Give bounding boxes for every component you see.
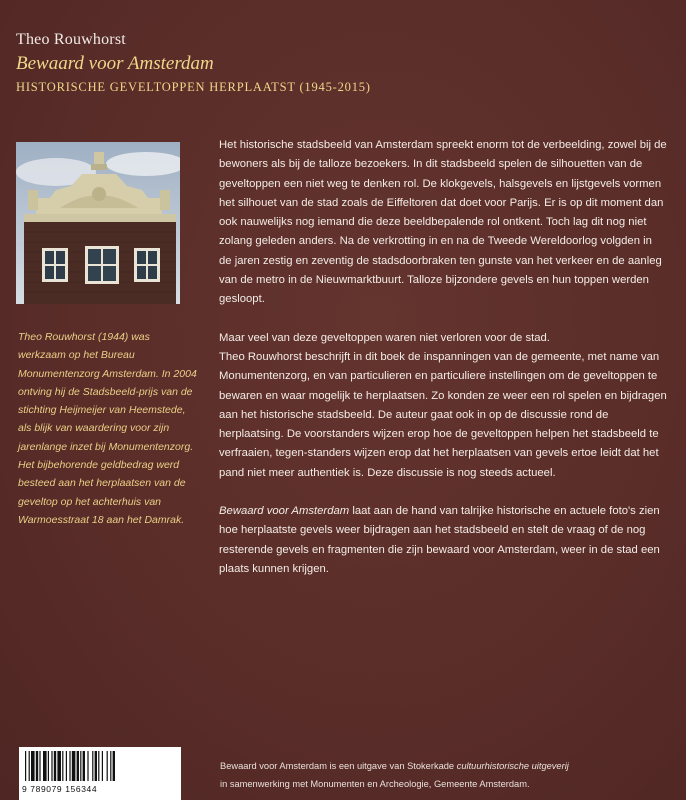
- gable-photo: [16, 142, 180, 304]
- barcode-bar: [31, 751, 35, 781]
- barcode-bar: [62, 751, 63, 781]
- footer-text: is een uitgave van Stokerkade: [326, 761, 457, 771]
- footer-line-2: in samenwerking met Monumenten en Archeologie, Gemeente Amsterdam.: [220, 778, 530, 789]
- barcode-bars: [19, 747, 181, 783]
- barcode-bar: [83, 751, 85, 781]
- barcode-bar: [39, 751, 40, 781]
- barcode-bar: [107, 751, 108, 781]
- barcode-bar: [43, 751, 47, 781]
- blurb-paragraph-2-lead: Maar veel van deze geveltoppen waren niet verloren voor de stad.: [219, 331, 550, 344]
- book-subtitle: HISTORISCHE GEVELTOPPEN HERPLAATST (1945-2015): [16, 80, 371, 94]
- book-title: Bewaard voor Amsterdam: [16, 53, 214, 74]
- barcode-bar: [25, 751, 26, 781]
- barcode-bar: [57, 751, 61, 781]
- author-name: Theo Rouwhorst: [16, 31, 126, 48]
- isbn-number: 9 789079 156344: [22, 784, 98, 794]
- blurb-text: [219, 136, 667, 598]
- barcode-bar: [102, 751, 103, 781]
- blurb-paragraph-3-body: laat aan de hand van talrijke historische en actuele foto's zien hoe herplaatste gevels weer bijdragen aan het stadsbeeld en stelt de vraag of de nog resterende gevels en fragmenten die zijn bewaard voor Amsterdam, weer in de stad een plaats kunnen krijgen.: [219, 505, 660, 575]
- barcode-bar: [66, 751, 67, 781]
- barcode-bar: [110, 751, 111, 781]
- barcode-bar: [51, 751, 52, 781]
- barcode-bar: [29, 751, 30, 781]
- author-biography: Theo Rouwhorst (1944) was werkzaam op het Bureau Monumentenzorg Amsterdam. In 2004 ontving hij de Stadsbeeld-prijs van de stichting Heijmeijer van Heemstede, als blijk van waardering voor zijn jarenlange inzet bij Monumentenzorg. Het bijbehorende geldbedrag werd besteed aan het herplaatsen van de geveltop op het achterhuis van Warmoesstraat 18 aan het Damrak.: [18, 331, 197, 526]
- footer-publisher: cultuurhistorische uitgeverij: [456, 761, 569, 771]
- barcode-bar: [69, 751, 70, 781]
- blurb-paragraph-1: Het historische stadsbeeld van Amsterdam spreekt enorm tot de verbeelding, zowel bij de bewoners als bij de talloze bezoekers. In dit stadsbeeld spelen de silhouetten van de geveltoppen een niet weg te denken rol. De klokgevels, halsgevels en lijstgevels vormen het silhouet van de stad zoals de Eiffeltoren dat doet voor Parijs. Er is op dit moment dan ook nauwelijks nog iemand die deze beeldbepalende rol ontkent. Toch lag dit nog niet zolang geleden anders. Na de verkrotting in en na de Tweede Wereldoorlog volgden in de jaren zestig en zeventig de stadsdoorbraken ten gunste van het verkeer en de aanleg van de metro in de Nieuwmarktbuurt. Talloze bijzondere gevels en hun toppen werden gesloopt.: [219, 139, 667, 306]
- blurb-book-title: Bewaard voor Amsterdam: [219, 505, 350, 518]
- blurb-paragraph-2: [219, 329, 667, 483]
- barcode-bar: [54, 751, 56, 781]
- barcode-bar: [72, 751, 76, 781]
- barcode-bar: [98, 751, 99, 781]
- barcode-bar: [77, 751, 79, 781]
- blurb-paragraph-3: [219, 502, 667, 579]
- barcode-bar: [95, 751, 97, 781]
- barcode-bar: [113, 751, 115, 781]
- barcode-bar: [36, 751, 38, 781]
- blurb-paragraph-2-body: Theo Rouwhorst beschrijft in dit boek de inspanningen van de gemeente, met name van Monumentenzorg, en van particulieren en particuliere instellingen om de geveltoppen te bewaren en waar mogelijk te herplaatsen. Zo konden ze weer een rol spelen en bijdragen aan het historische stadsbeeld. De auteur gaat ook in op de discussie rond de herplaatsing. De voorstanders wijzen erop hoe de geveltoppen helpen het stadsbeeld te verfraaien, tegen-standers wijzen erop dat het herplaatsen van gevels ertoe leidt dat het pand niet meer authentiek is. Deze discussie is nog steeds actueel.: [219, 350, 667, 479]
- barcode-bar: [80, 751, 81, 781]
- barcode-bar: [92, 751, 93, 781]
- barcode-bar: [87, 751, 88, 781]
- footer-book-title: Bewaard voor Amsterdam: [220, 761, 327, 771]
- publisher-note: [220, 758, 660, 793]
- barcode-bar: [48, 751, 49, 781]
